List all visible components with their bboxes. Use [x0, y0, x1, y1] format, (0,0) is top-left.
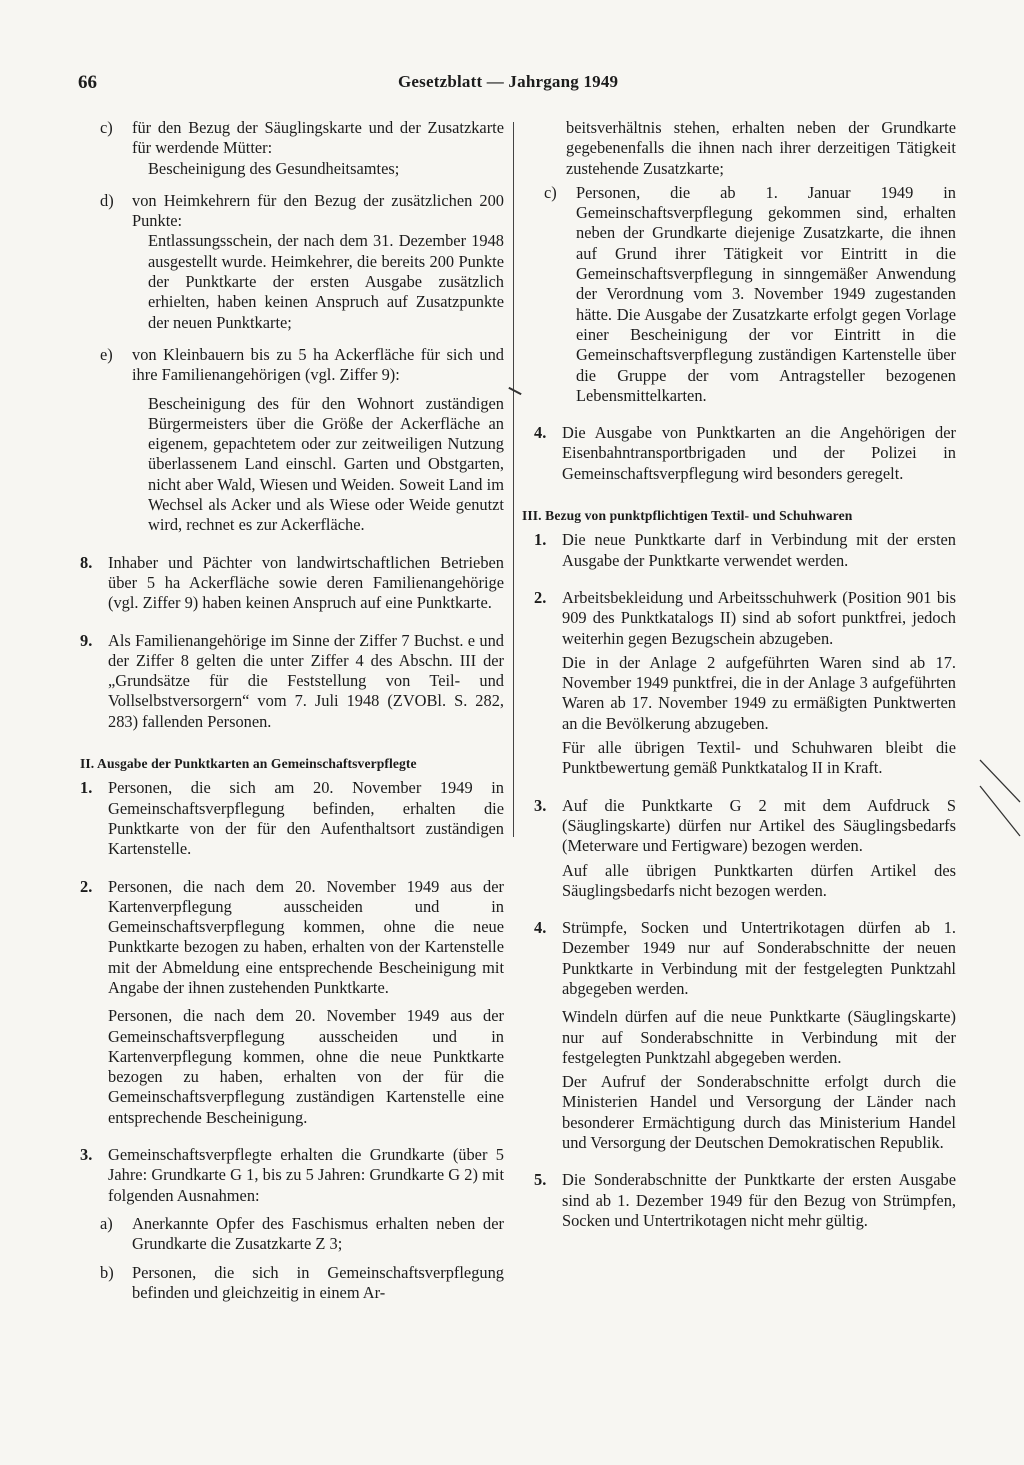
- item-label: b): [100, 1262, 114, 1282]
- column-divider: [513, 122, 514, 837]
- paragraph-iii-1: [534, 530, 956, 571]
- paragraph-number: 5.: [534, 1170, 547, 1190]
- item-ii-3b: [80, 1263, 504, 1304]
- paragraph-number: 8.: [80, 552, 93, 572]
- right-column: [522, 118, 956, 1231]
- paragraph-number: 9.: [80, 630, 93, 650]
- paragraph-9: [80, 631, 504, 732]
- paragraph-number: 1.: [534, 530, 547, 550]
- paragraph-number: 2.: [534, 587, 547, 607]
- paragraph-iii-3: [534, 796, 956, 857]
- section-heading-ii: II. Ausgabe der Punktkarten an Gemeinschaftsverpflegte: [80, 756, 417, 772]
- item-label: a): [100, 1213, 113, 1233]
- item-7e-requirement: Bescheinigung des für den Wohnort zuständigen Bürgermeisters über die Größe der Ackerfläche an eigenem, gepachtetem oder zur zeitweiligen Nutzung überlassenem Land einschl. Garten und Obstgarten, nicht aber Wald, Wiesen und Weiden. Soweit Land im Wechsel als Acker und als Wiese oder Weide genutzt wird, rechnet es zur Ackerfläche.: [148, 393, 504, 535]
- item-ii-3c: [524, 183, 956, 406]
- running-title: Gesetzblatt — Jahrgang 1949: [398, 72, 619, 91]
- paragraph-number: 4.: [534, 423, 547, 443]
- paragraph-number: 2.: [80, 876, 93, 896]
- item-7e: [80, 345, 504, 386]
- item-label: c): [100, 118, 113, 137]
- paragraph-text: Die Sonderabschnitte der Punktkarte der ersten Ausgabe sind ab 1. Dezember 1949 für den Bezug von Strümpfen, Socken und Untertrikotagen nicht mehr gültig.: [562, 1170, 956, 1230]
- paragraph-text: Die neue Punktkarte darf in Verbindung mit der ersten Ausgabe der Punktkarte verwendet werden.: [562, 530, 956, 570]
- paragraph-number: 3.: [534, 795, 547, 815]
- page-header: [78, 72, 958, 94]
- paragraph-text: Auf die Punktkarte G 2 mit dem Aufdruck S (Säuglingskarte) dürfen nur Artikel des Säuglingsbedarfs (Meterware und Fertigware) bezogen werden.: [562, 795, 956, 856]
- item-7d-requirement: Entlassungsschein, der nach dem 31. Dezember 1948 ausgestellt wurde. Heimkehrer, die bereits 200 Punkte der Punktkarte der ersten Ausgabe zusätzlich erhielten, haben keinen Anspruch auf Zusatzpunkte der neuen Punktkarte;: [148, 231, 504, 332]
- margin-tick-mark: [508, 387, 521, 395]
- paragraph-text: Die Ausgabe von Punktkarten an die Angehörigen der Eisenbahntransportbrigaden und der Polizei in Gemeinschaftsverpflegung wird besonders geregelt.: [562, 423, 956, 483]
- paragraph-text: Personen, die nach dem 20. November 1949 aus der Kartenverpflegung ausscheiden und in Gemeinschaftsverpflegung kommen, ohne die neue Punktkarte bezogen zu haben, erhalten von der Kartenstelle mit der Abmeldung eine entsprechende Bescheinigung mit Angabe der ihnen zustehenden Punktkarte.: [108, 876, 504, 997]
- paragraph-iii-2-continuation-1: Die in der Anlage 2 aufgeführten Waren sind ab 17. November 1949 punktfrei, die in der Anlage 3 aufgeführten Waren ab 17. November 1949 zu ermäßigten Punktwerten an die Bevölkerung abzugeben.: [562, 652, 956, 733]
- item-label: c): [544, 182, 557, 202]
- paragraph-ii-2-continuation: Personen, die nach dem 20. November 1949 aus der Gemeinschaftsverpflegung ausscheiden und in Kartenverpflegung kommen, ohne die neue Punktkarte bezogen zu haben, erhalten von der für die Gemeinschaftsverpflegung zuständigen Kartenstelle eine entsprechende Bescheinigung.: [108, 1006, 504, 1127]
- paragraph-ii-4: [534, 423, 956, 484]
- item-text: Anerkannte Opfer des Faschismus erhalten neben der Grundkarte die Zusatzkarte Z 3;: [132, 1213, 504, 1254]
- item-7d: [80, 191, 504, 232]
- paragraph-text: Als Familienangehörige im Sinne der Ziffer 7 Buchst. e und der Ziffer 8 gelten die unter Ziffer 4 des Abschn. III der „Grundsätze für die Feststellung von Teil- und Vollselbstversorgern“ vom 7. Juli 1948 (ZVOBl. S. 282, 283) fallenden Personen.: [108, 630, 504, 731]
- paragraph-text: Personen, die sich am 20. November 1949 in Gemeinschaftsverpflegung befinden, erhalten die Punktkarte von der für den Aufenthaltsort zuständigen Kartenstelle.: [108, 778, 504, 859]
- section-heading-iii: III. Bezug von punktpflichtigen Textil- und Schuhwaren: [522, 508, 853, 524]
- paragraph-ii-2: [80, 877, 504, 999]
- paragraph-number: 3.: [80, 1145, 93, 1165]
- paragraph-iii-2: [534, 588, 956, 649]
- paragraph-text: Strümpfe, Socken und Untertrikotagen dürfen ab 1. Dezember 1949 nur auf Sonderabschnitte der neuen Punktkarte in Verbindung mit der festgelegten Punktzahl abgegeben werden.: [562, 918, 956, 998]
- item-text: von Heimkehrern für den Bezug der zusätzlichen 200 Punkte:: [132, 190, 504, 231]
- item-text: von Kleinbauern bis zu 5 ha Ackerfläche für sich und ihre Familienangehörigen (vgl. Ziffer 9):: [132, 344, 504, 385]
- item-7c-requirement: Bescheinigung des Gesundheitsamtes;: [148, 158, 400, 178]
- paragraph-iii-3-continuation: Auf alle übrigen Punktkarten dürfen Artikel des Säuglingsbedarfs nicht bezogen werden.: [562, 860, 956, 900]
- margin-pencil-mark: [978, 758, 1022, 838]
- paragraph-number: 4.: [534, 918, 547, 938]
- item-label: d): [100, 190, 114, 210]
- paragraph-iii-5: [534, 1170, 956, 1231]
- item-text: Personen, die sich in Gemeinschaftsverpflegung befinden und gleichzeitig in einem Ar-: [132, 1262, 504, 1302]
- paragraph-text: Arbeitsbekleidung und Arbeitsschuhwerk (Position 901 bis 909 des Punktkatalogs II) sind ab sofort punktfrei, jedoch weiterhin gegen Bezugschein abzugeben.: [562, 587, 956, 648]
- item-text: Personen, die ab 1. Januar 1949 in Gemeinschaftsverpflegung gekommen sind, erhalten neben der Grundkarte diejenige Zusatzkarte, die ihnen auf Grund ihrer Tätigkeit vor Eintritt in die Gemeinschaftsverpflegung in sinngemäßer Anwendung der Verordnung vom 3. November 1949 zugestanden hätte. Die Ausgabe der Zusatzkarte erfolgt gegen Vorlage einer Bescheinigung der vor Eintritt in die Gemeinschaftsverpflegung zuständigen Kartenstelle über die Gruppe der vom Antragsteller bezogenen Lebensmittelkarten.: [576, 182, 956, 405]
- item-text: für den Bezug der Säuglingskarte und der Zusatzkarte für werdende Mütter:: [132, 118, 504, 158]
- item-label: e): [100, 344, 113, 364]
- paragraph-iii-2-continuation-2: Für alle übrigen Textil- und Schuhwaren bleibt die Punktbewertung gemäß Punktkatalog II in Kraft.: [562, 738, 956, 778]
- paragraph-ii-3: [80, 1145, 504, 1206]
- paragraph-ii-1: [80, 778, 504, 859]
- paragraph-iii-4-continuation-1: Windeln dürfen auf die neue Punktkarte (Säuglingskarte) nur auf Sonderabschnitte in Verbindung mit der festgelegten Punktzahl abgegeben werden.: [562, 1007, 956, 1067]
- paragraph-number: 1.: [80, 778, 93, 798]
- paragraph-8: [80, 553, 504, 614]
- left-column: [80, 118, 504, 1303]
- paragraph-text: Inhaber und Pächter von landwirtschaftlichen Betrieben über 5 ha Ackerfläche sowie deren Familienangehörige (vgl. Ziffer 9) haben keinen Anspruch auf eine Punktkarte.: [108, 552, 504, 613]
- item-ii-3b-continuation: beitsverhältnis stehen, erhalten neben der Grundkarte gegebenenfalls die ihnen nach ihrer derzeitigen Tätigkeit zustehende Zusatzkarte;: [566, 118, 956, 178]
- item-ii-3a: [80, 1214, 504, 1255]
- paragraph-text: Gemeinschaftsverpflegte erhalten die Grundkarte (über 5 Jahre: Grundkarte G 1, bis zu 5 Jahren: Grundkarte G 2) mit folgenden Ausnahmen:: [108, 1145, 504, 1205]
- item-7c: [80, 118, 504, 159]
- paragraph-iii-4-continuation-2: Der Aufruf der Sonderabschnitte erfolgt durch die Ministerien Handel und Versorgung der Länder nach besonderer Ermächtigung durch das Ministerium Handel und Versorgung der Deutschen Demokratischen Republik.: [562, 1072, 956, 1153]
- paragraph-iii-4: [534, 918, 956, 999]
- page-number: 66: [78, 72, 97, 93]
